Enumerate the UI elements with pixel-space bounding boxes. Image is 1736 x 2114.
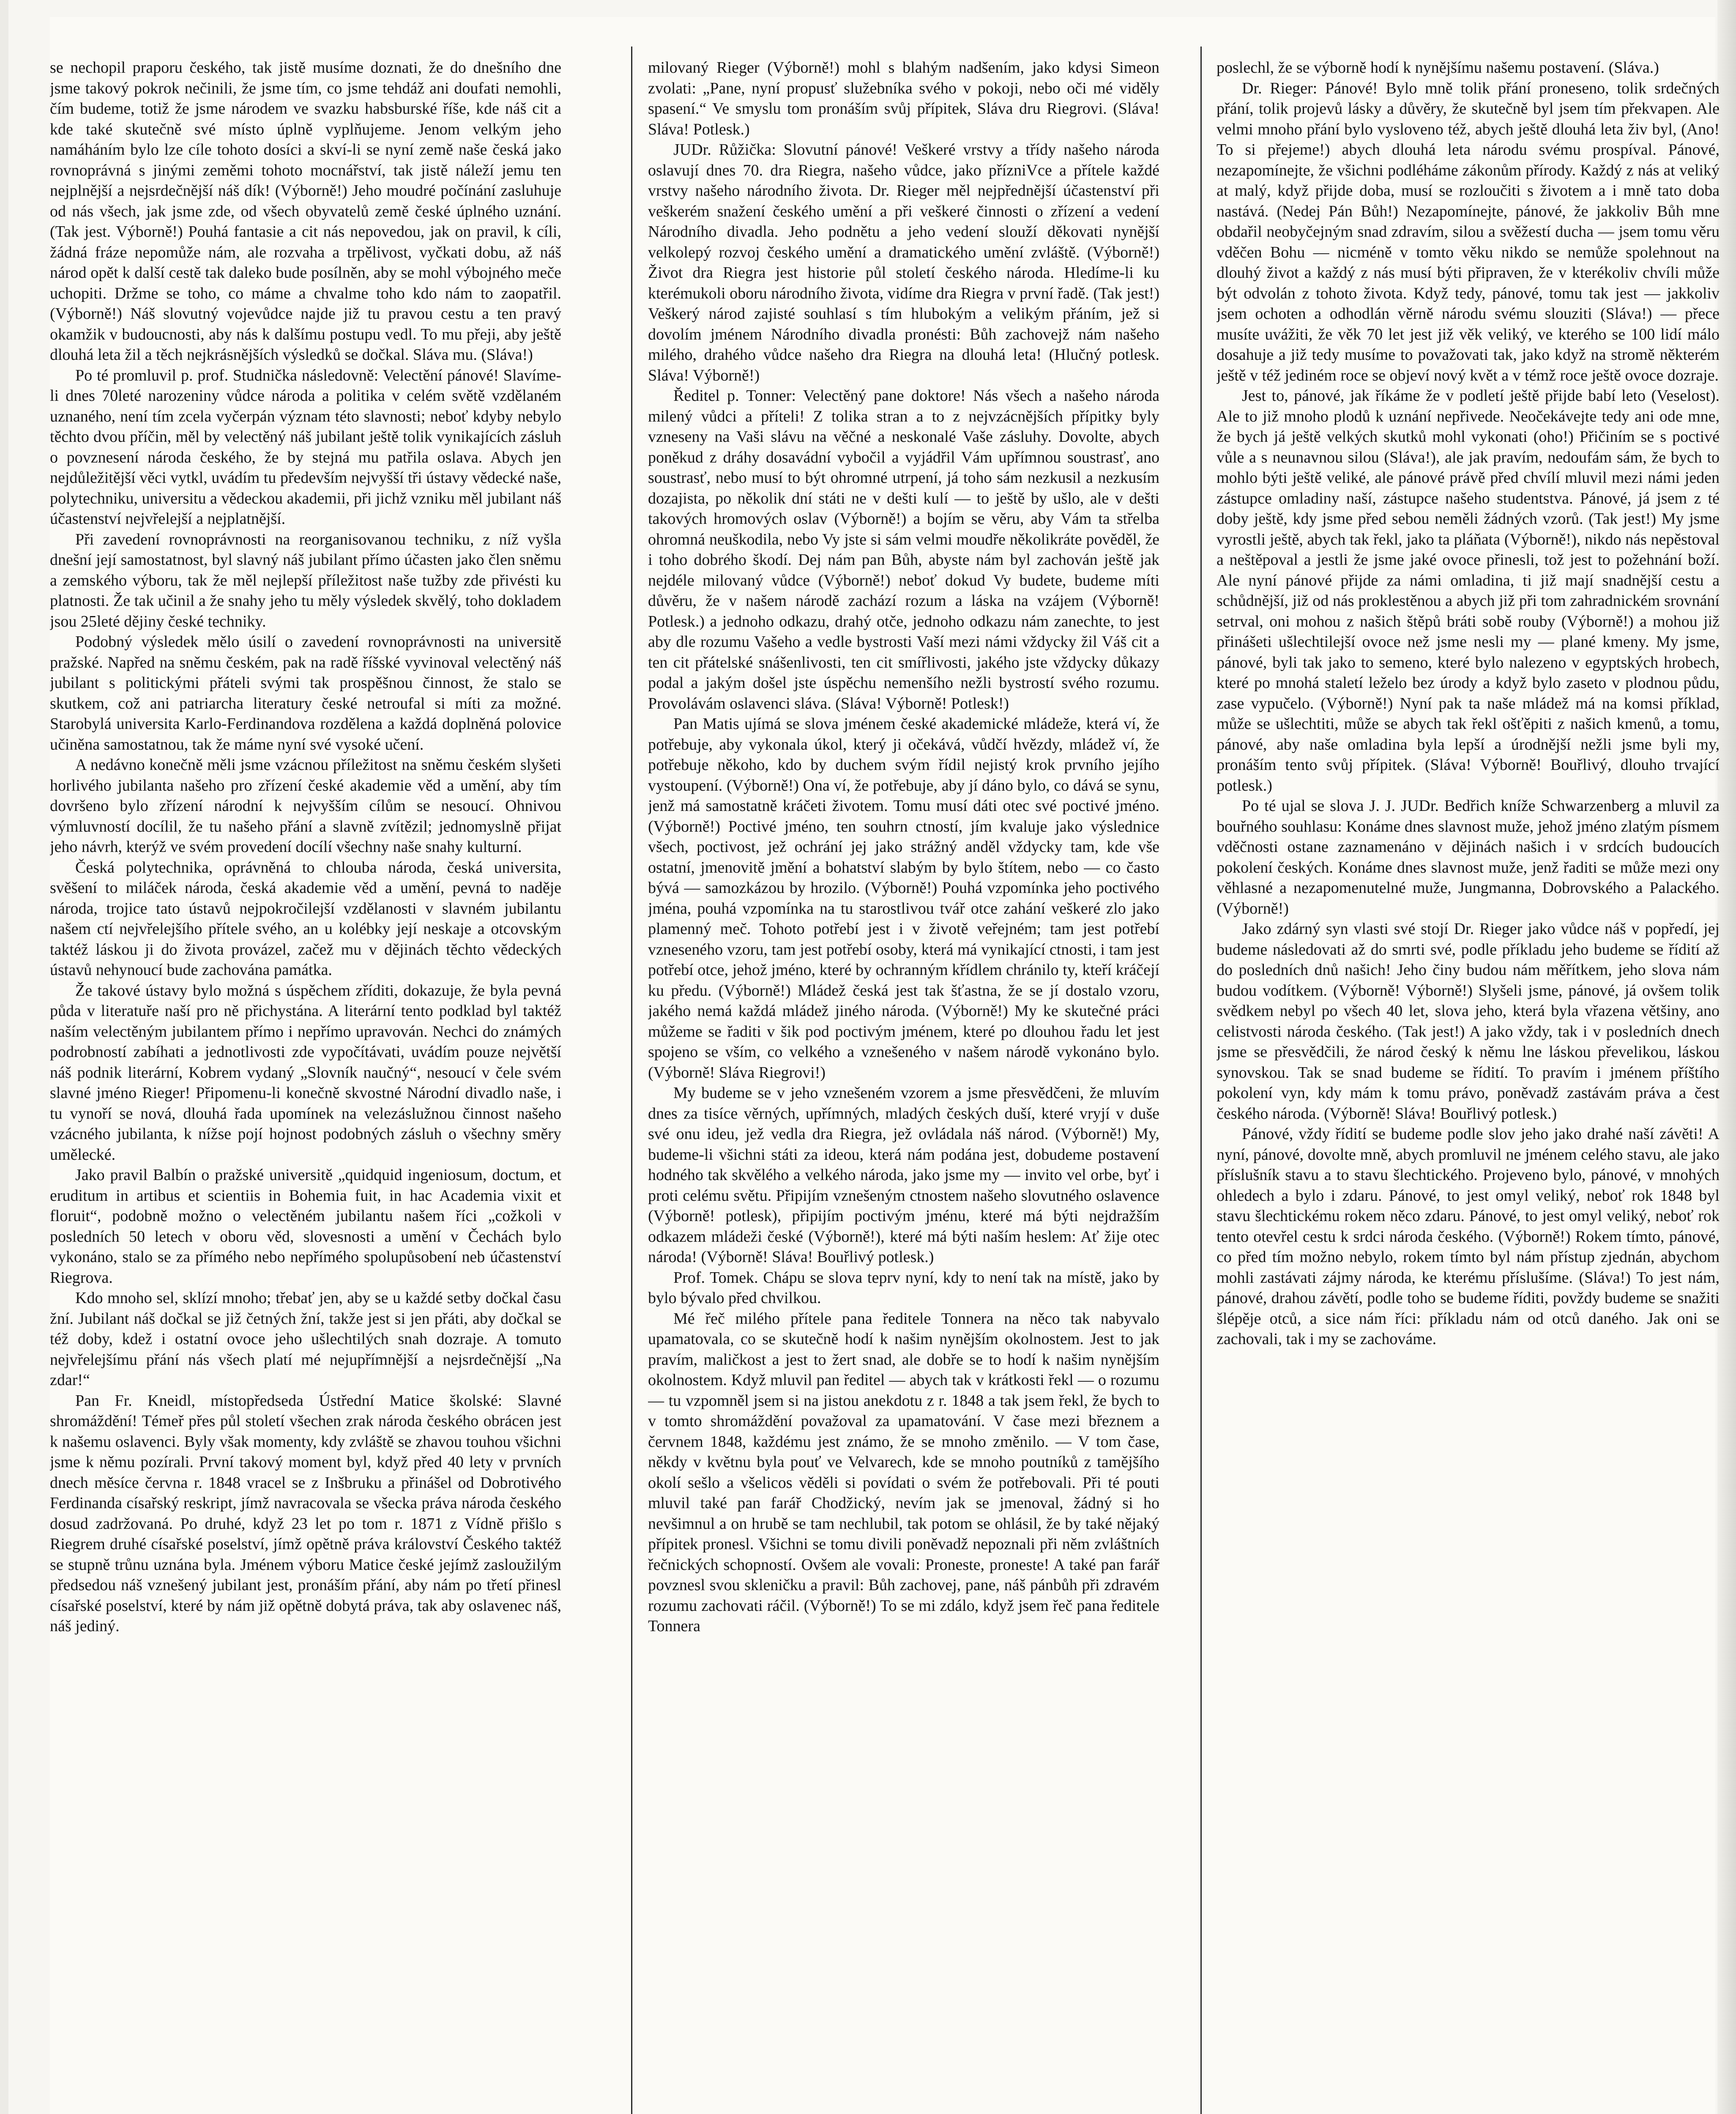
text-column-3 (1217, 58, 1720, 2114)
paragraph: Pánové, vždy řídití se budeme podle slov jeho jako drahé naší závěti! A nyní, pánové, dovolte mně, abych promluvil ne jménem celého stavu, ale jako příslušník stavu a to stavu šlechtického. Projeveno bylo, pánové, v mnohých ohledech a bylo i zdaru. Pánové, to jest omyl veliký, neboť rok 1848 byl stavu šlechtickému rokem něco zdaru. Pánové, to jest omyl veliký, neboť rok tento otevřel cestu k srdci národa českého. (Výborně!) Rokem tímto, pánové, co před tím možno nebylo, rokem tímto byl nám přístup zjednán, abychom mohli zastávati zájmy národa, ke kterému příslušíme. (Sláva!) To jest nám, pánové, drahou závětí, podle toho se budeme říditi, povždy budeme se snažiti šlépěje otců, a sice nám říci: příkladu nám od otců daného. Jak oni se zachovali, tak i my se zachováme. (1217, 1125, 1720, 1348)
paragraph: milovaný Rieger (Výborně!) mohl s blahým nadšením, jako kdysi Simeon zvolati: „Pane, nyní propusť služebníka svého v pokoji, nebo oči mé viděly spasení.“ Ve smyslu tom pronáším svůj přípitek, Sláva dru Riegrovi. (Sláva! Sláva! Potlesk.) (648, 59, 1159, 138)
paragraph: Mé řeč milého přítele pana ředitele Tonnera na něco tak nabyvalo upamatovala, co se skutečně hodí k našim nynějším okolnostem. Jest to jak pravím, maličkost a jest to žert snad, ale dobře se to hodí k našim nynějším okolnostem. Když mluvil pan ředitel — abych tak v krátkosti řekl — o rozumu — tu vzpomněl jsem si na jistou anekdotu z r. 1848 a tak jsem řekl, že bych to v tomto shromáždění považoval za upamatování. V čase mezi březnem a červnem 1848, každému jest známo, že se mnoho změnilo. — V tom čase, někdy v květnu byla pouť ve Velvarech, kde se mnoho poutníků z tamějšího okolí sešlo a všelicos věděli si povídati o svém že potřebovali. Při té pouti mluvil také pan farář Chodžický, nevím jak se jmenoval, žádný si ho nevšimnul a on hrubě se tam nechlubil, tak potom se ohlásil, že by také nějaký přípitek pronesl. Všichni se tomu divili poněvadž nepoznali při něm zvláštních řečnických schopností. Ovšem ale vovali: Proneste, proneste! A také pan farář povznesl svou skleničku a pravil: Bůh zachovej, pane, náš pánbůh při zdravém rozumu zachovati ráčil. (Výborně!) To se mi zdálo, když jsem řeč pana ředitele Tonnera (648, 1309, 1159, 1635)
paragraph: A nedávno konečně měli jsme vzácnou příležitost na sněmu českém slyšeti horlivého jubilanta našeho pro zřízení české akademie věd a umění, aby tím dovršeno bylo zřízení národní k nejvyšším cílům se nesoucí. Ohnivou výmluvností docílil, že tu našeho přání a slavně zvítězil; jednomyslně přijat jeho návrh, kterýž ve svém provedení docílí všechny naše snahy kulturní. (50, 756, 561, 856)
paragraph: Ředitel p. Tonner: Velectěný pane doktore! Nás všech a našeho národa milený vůdci a příteli! Z tolika stran a to z nejvzácnějších přípitky byly vzneseny na Vaši slávu na věčné a neskonalé Vaše zásluhy. Dovolte, abych poněkud z dráhy dosavádní vybočil a vyjádřil Vám upřímnou soustrasť, ano soustrasť, nebo musí to být ohromné utrpení, já toho sám nezkusil a nezkusím dozajista, po několik dní státi ne v dešti kulí — to ještě by ušlo, ale v dešti takových hromových oslav (Výborně!) a bojím se věru, aby Vám ta střelba ohromná neuškodila, nebo Vy jste si sám velmi moudře několikráte pověděl, že i toho dobrého škodí. Dej nám pan Bůh, abyste nám byl zachován ještě jak nejdéle milovaný vůdce (Výborně!) neboť dokud Vy budete, budeme míti důvěru, že v našem národě zachází rozum a láska na vzájem (Výborně! Potlesk.) a jednoho odkazu, drahý otče, jednoho odkazu nám zanechte, to jest aby dle rozumu Vašeho a vedle bystrosti Vaší mezi námi vždycky žil Váš cit a ten cit přátelské snášenlivosti, ten cit smířlivosti, jakého jste vždycky důkazy podal a jakým došel jste úspěchu nemenšího nežli bystrostí svého rozumu. Provolávám oslavenci sláva. (Sláva! Výborně! Potlesk!) (648, 387, 1159, 712)
column-divider (1200, 47, 1202, 2114)
paragraph: Kdo mnoho sel, sklízí mnoho; třebať jen, aby se u každé setby dočkal času žní. Jubilant náš dočkal se již četných žní, takže jest si jen přáti, aby dočkal se též doby, kdež i ostatní ovoce jeho ušlechtilých snah dozraje. A tomuto nejvřelejšímu přání nás všech platí mé nejupřímnější a nejsrdečnější „Na zdar!“ (50, 1289, 561, 1389)
newspaper-page (50, 17, 1720, 2114)
paragraph: Dr. Rieger: Pánové! Bylo mně tolik přání proneseno, tolik srdečných přání, tolik projevů lásky a důvěry, že skutečně byl jsem tím překvapen. Ale velmi mnoho přání bylo vysloveno též, abych ještě dlouhá leta živ byl, (Ano! To si přejeme!) abych dlouhá leta národu svému prospíval. Pánové, nezapomínejte, že všichni podléháme zákonům přírody. Každý z nás at veliký at malý, když přijde doba, musí se rozloučiti s životem a i mně tato doba nastává. (Nedej Pán Bůh!) Nezapomínejte, pánové, že jakkoliv Bůh mne obdařil neobyčejným snad zdravím, silou a svěžestí ducha — jsem tomu věru vděčen Bohu — nicméně v tomto věku nikdo se nemůže spolehnout na dlouhý život a každý z nás musí býti připraven, že v kterékoliv chvíli může být odvolán z tohoto života. Když tedy, pánové, tomu tak jest — jakkoliv jsem ochoten a odhodlán věrně národu svému slouziti (Sláva!) — přece musíte uvážiti, že věk 70 let jest již věk veliký, ve kterého se 100 lidí málo dosahuje a již tedy musíme to považovati tak, jako když na stromě některém ještě v též jediném roce se objeví nový květ a v témž roce ještě ovoce dozraje. (1217, 79, 1720, 384)
paragraph: Jest to, pánové, jak říkáme že v podletí ještě přijde babí leto (Veselost). Ale to již mnoho plodů k uznání nepřivede. Neočekávejte tedy ani ode mne, že bych já ještě velkých skutků mohl vykonati (oho!) Přičiním se s poctivé vůle a s neunavnou silou (Sláva!), ale jak pravím, nedoufám sám, že bych to mohlo býti ještě veliké, ale pánové právě před chvílí mluvil mezi námi jeden zástupce omladiny naší, zástupce našeho studentstva. Pánové, já jsem z té doby ještě, kdy jsme před sebou neměli žádných vzorů. (Tak jest!) My jsme vyrostli ještě, abych tak řekl, jako ta pláňata (Výborně!), nikdo nás nepěstoval a neštěpoval a jestli že jsme jaké ovoce přinesli, tož jest to požehnání boží. Ale nyní pánové přijde za námi omladina, ti již mají snadnější cestu a schůdnější, již od nás proklestěnou a abych již při tom zahradnickém srovnání setrval, oni mohou z našich štěpů bráti sobě rouby (Výborně!) a mohou již přinášeti ušlechtilejší ovoce než jsme nesli my — plané kmeny. My jsme, pánové, byli tak jako to semeno, které bylo nalezeno v egyptských hrobech, které po mnohá staletí leželo bez úrody a když bylo zaseto v plodnou půdu, zase vypučelo. (Výborně!) Nyní pak ta naše mládež má na komsi příklad, může se ušlechtiti, může se abych tak řekl ošťěpiti z našich kmenů, a tomu, pánové, aby naše omladina byla lepší a úrodnější nežli jsme byli my, pronáším tento svůj přípitek. (Sláva! Výborně! Bouřlivý, dlouho trvající potlesk.) (1217, 387, 1720, 794)
page-edge-right (1717, 0, 1736, 2114)
column-divider (631, 47, 632, 2114)
paragraph: Prof. Tomek. Chápu se slova teprv nyní, kdy to není tak na místě, jako by bylo bývalo před chvilkou. (648, 1268, 1159, 1307)
paragraph: Po té promluvil p. prof. Studnička následovně: Velectění pánové! Slavíme-li dnes 70leté narozeniny vůdce národa a politika v celém světě vzdělaném uznaného, není tím zcela vyčerpán význam této slavnosti; neboť kdyby nebylo těchto dvou příčin, měl by velectěný náš jubilant ještě tolik vynikajících zásluh o povznesení národa českého, že by stejná mu patřila oslava. Abych jen nejdůležitější věci vytkl, uvádím tu především nejvyšší tři ústavy vědecké naše, polytechniku, universitu a vědeckou akademii, při jichž vzniku měl jubilant náš účastenství nejvřelejší a nejplatnější. (50, 366, 561, 528)
text-column-1 (50, 58, 561, 2114)
paragraph: Pan Fr. Kneidl, místopředseda Ústřední Matice školské: Slavné shromáždění! Témeř přes půl století všechen zrak národa českého obrácen jest k našemu oslavenci. Byly však momenty, kdy zvláště se zhavou touhou všichni jsme k němu pozírali. První takový moment byl, když před 40 lety v prvních dnech měsíce června r. 1848 vracel se z Inšbruku a přinášel od Dobrotivého Ferdinanda císařský reskript, jímž navracovala se všecka práva národa českého dosud zadržovaná. Po druhé, když 23 let po tom r. 1871 z Vídně přišlo s Riegrem druhé císařské poselství, jímž opětně práva království Českého taktéž se stupně trůnu uznána byla. Jménem výboru Matice české jejímž zasloužilým předsedou náš vznešený jubilant jest, pronáším přání, aby nám po třetí přinesl císařské poselství, které by nám již opětně dobytá práva, tak aby oslavenec náš, náš jediný. (50, 1391, 561, 1635)
paragraph: Že takové ústavy bylo možná s úspěchem zříditi, dokazuje, že byla pevná půda v literatuře naší pro ně přichystána. A literární tento podklad byl taktéž naším velectěným jubilantem přímo i nepřímo upravován. Nechci do známých podrobností zabíhati a jednotlivosti zde vypočítávati, uvádím pouze největší náš podnik literární, Kobrem vydaný „Slovník naučný“, nesoucí v čele svém slavné jméno Rieger! Připomenu-li konečně skvostné Národní divadlo naše, i tu vynoří se nová, dlouhá řada upomínek na velezáslužnou činnost našeho vzácného jubilanta, k nížse pojí hojnost podobných zásluh o všechny směry umělecké. (50, 981, 561, 1164)
paragraph: Jako zdárný syn vlasti své stojí Dr. Rieger jako vůdce náš v popředí, jej budeme následovati až do smrti své, podle příkladu jeho budeme se řídití až do posledních dnů našich! Jeho činy budou nám měřítkem, jeho slova nám budou vodítkem. (Výborně! Výborně!) Slyšeli jsme, pánové, já ovšem tolik svědkem nebyl po všech 40 let, slova jeho, která byla vřazena většiny, ano celistvosti národa českého. (Tak jest!) A jako vždy, tak i v posledních dnech jsme se přesvědčili, že národ český k němu lne láskou převelikou, láskou synovskou. Tak se snad budeme se řídití. To pravím i jménem příštího pokolení vyn, kdy mám k tomu právo, poněvadž zastávám práva a čest českého národa. (Výborně! Sláva! Bouřlivý potlesk.) (1217, 920, 1720, 1123)
paragraph: My budeme se v jeho vznešeném vzorem a jsme přesvědčeni, že mluvím dnes za tisíce věrných, upřímných, mladých českých duší, které vryjí v duše své onu ideu, jež vedla dra Riegra, jež ovládala náš národ. (Výborně!) My, budeme-li všichni státi za ideou, která nám podána jest, dobudeme postavení hodného tak skvělého a velkého národa, jako jsme my — invito vel orbe, byť i proti celému světu. Připijím vznešeným ctnostem našeho slovutného oslavence (Výborně! potlesk), připijím poctivým jménu, které má býti nejdražším odkazem mládeži české (Výborně!), které má býti naším heslem: Ať žije otec národa! (Výborně! Sláva! Bouřlivý potlesk.) (648, 1084, 1159, 1266)
paragraph: poslechl, že se výborně hodí k nynějšímu našemu postavení. (Sláva.) (1217, 59, 1659, 77)
paragraph: Pan Matis ujímá se slova jménem české akademické mládeže, která ví, že potřebuje, aby vykonala úkol, který ji očekává, vůdčí hvězdy, mládež ví, že potřebuje někoho, kdo by duchem svým řídil nejistý krok prvního jejího vystoupení. (Výborně!) Ona ví, že potřebuje, aby jí dáno bylo, co dává se synu, jenž má samostatně kráčeti životem. Tomu musí dáti otec své poctivé jméno. (Výborně!) Poctivé jméno, ten souhrn ctností, jím kvaluje jako výslednice všech, poctivost, jež ochrání jej jako strážný anděl vždycky tam, kde vše ostatní, jmenovitě jmění a bohatství slabým by bylo štítem, nebo — co často bývá — samozkázou by hrozilo. (Výborně!) Pouhá vzpomínka jeho poctivého jména, pouhá vzpomínka na tu starostlivou tvář otce zahání veškeré zlo jako plamenný meč. Tohoto potřebí jest i v životě veřejném; tam jest potřebí vzneseného vzoru, tam jest potřebí osoby, která má vynikající ctnosti, i tam jest potřebí otce, jehož jméno, které by ochranným křídlem chránilo ty, kteří kráčejí ku předu. (Výborně!) Mládež česká jest tak šťastna, že se jí dostalo vzoru, jakého nemá každá mládež jiného národa. (Výborně!) My ke skutečné práci můžeme se řaditi v šik pod poctivým jménem, které po dlouhou řadu let jest spojeno se vším, co velkého a vznešeného v našem národě vykonáno bylo. (Výborně! Sláva Riegrovi!) (648, 715, 1159, 1082)
paragraph: JUDr. Růžička: Slovutní pánové! Veškeré vrstvy a třídy našeho národa oslavují dnes 70. dra Riegra, našeho vůdce, jako přízniVce a přítele každé vrstvy našeho národního života. Dr. Rieger měl nejpřednější účastenství při veškerém snažení českého umění a při veškeré činnosti o zřízení a vedení Národního divadla. Jeho podnětu a jeho vedení slouží děkovati nynější velkolepý rozvoj českého umění a dramatického umění zvláště. (Výborně!) Život dra Riegra jest historie půl století českého národa. Hledíme-li ku kterémukoli oboru národního života, vidíme dra Riegra v první řadě. (Tak jest!) Veškerý národ zajisté souhlasí s tím hlubokým a velikým přáním, jež si dovolím jménem Národního divadla pronésti: Bůh zachovejž nám našeho milého, drahého vůdce našeho dra Riegra na dlouhá leta! (Hlučný potlesk. Sláva! Výborně!) (648, 141, 1159, 384)
page-edge-left (0, 0, 8, 2114)
text-column-2 (648, 58, 1159, 2114)
paragraph: Jako pravil Balbín o pražské universitě „quidquid ingeniosum, doctum, et eruditum in artibus et scientiis in Bohemia fuit, in hac Academia vixit et floruit“, podobně možno o velectěném jubilantu našem říci „cožkoli v posledních 50 letech v oboru věd, slovesnosti a umění v Čechách bylo vykonáno, stalo se za přímého nebo nepřímého spolupůsobení neb účastenství Riegrova. (50, 1166, 561, 1287)
paragraph: Při zavedení rovnoprávnosti na reorganisovanou techniku, z níž vyšla dnešní její samostatnost, byl slavný náš jubilant přímo účasten jako člen sněmu a zemského výboru, tak že měl nejlepší příležitost naše tužby zde přivésti ku platnosti. Že tak učinil a že snahy jeho tu měly výsledek skvělý, toho dokladem jsou 25leté dějiny české techniky. (50, 530, 561, 630)
paragraph: Podobný výsledek mělo úsilí o zavedení rovnoprávnosti na universitě pražské. Napřed na sněmu českém, pak na radě říšské vyvinoval velectěný náš jubilant s politickými přáteli svými tak prospěšnou činnost, že stalo se skutkem, což ani patriarcha literatury české netroufal si míti za možné. Starobylá universita Karlo-Ferdinandova rozdělena a každá doplněná polovice učiněna samostatnou, tak že máme nyní své vysoké učení. (50, 633, 561, 753)
paragraph: Po té ujal se slova J. J. JUDr. Bedřich kníže Schwarzenberg a mluvil za bouřného souhlasu: Konáme dnes slavnost muže, jehož jméno zlatým písmem vděčnosti ostane zaznamenáno v dějinách našich i v srdcích budoucích pokolení českých. Konáme dnes slavnost muže, jenž řaditi se může mezi ony věhlasné a nezapomenutelné muže, Jungmanna, Dobrovského a Palackého. (Výborně!) (1217, 797, 1720, 917)
paragraph: Česká polytechnika, oprávněná to chlouba národa, česká universita, svěšení to miláček národa, česká akademie věd a umění, pevná to naděje národa, trojice tato ústavů nejpokročilejší vzdělanosti v slavném jubilantu našem ctí nejvřelejšího přítele svého, an u kolébky její neskaje a otcovským taktéž láskou ji do života provázel, začež mu v dějinách těchto vědeckých ústavů nehynoucí bude zachována památka. (50, 858, 561, 979)
paragraph: se nechopil praporu českého, tak jistě musíme doznati, že do dnešního dne jsme takový pokrok nečinili, že jsme tím, co jsme tehdáž ani doufati nemohli, čím budeme, totiž že jsme národem ve svazku habsburské říše, kde náš cit a kde také skutečně své místo úplně vyplňujeme. Jenom velkým jeho namáháním bylo lze cíle tohoto dosíci a skví-li se nyní země naše česká jako rovnoprávná s jinými zeměmi tohoto mocnářství, tak jistě náleží jemu ten nejplnější a nejsrdečnější náš dík! (Výborně!) Jeho moudré počínání zasluhuje od nás všech, jak jsme zde, od všech obyvatelů země české úplného uznání. (Tak jest. Výborně!) Pouhá fantasie a cit nás nepovedou, jak on pravil, k cíli, žádná fráze nepomůže nám, ale rozvaha a trpělivost, vyčkati dobu, až náš národ opět k další cestě tak daleko bude posílněn, aby se mohl výbojného meče uchopiti. Držme se toho, co máme a chvalme toho kdo nám to zaopatřil. (Výborně!) Náš slovutný vojevůdce najde již tu pravou cestu a ten pravý okamžik v budoucnosti, aby nás k dalšímu postupu vedl. To mu přeji, aby ještě dlouhá leta žil a těch nejkrásnějších výsledků se dočkal. Sláva mu. (Sláva!) (50, 59, 561, 364)
